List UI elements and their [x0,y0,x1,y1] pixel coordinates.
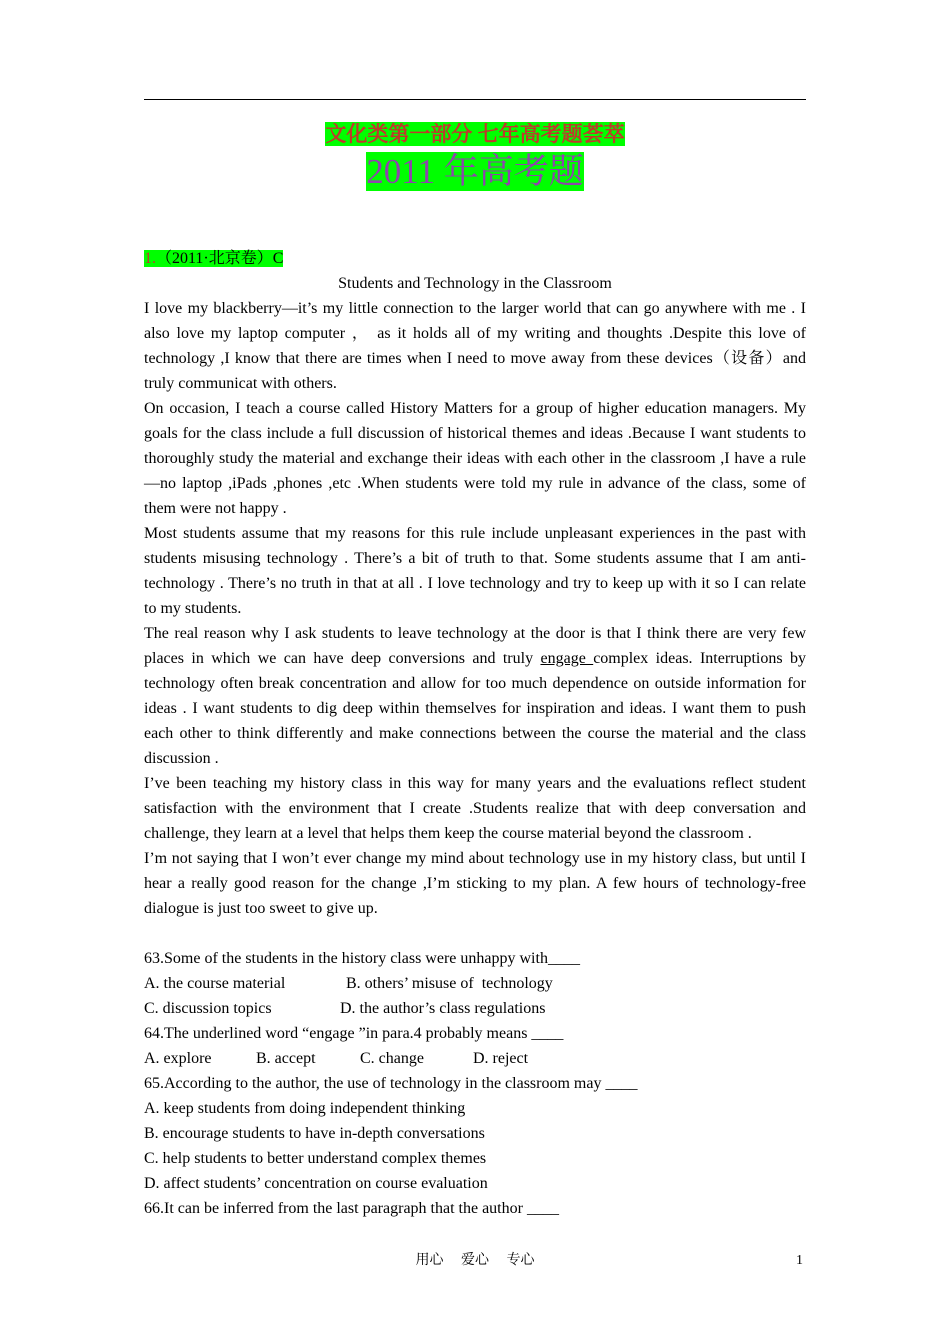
question-63: 63.Some of the students in the history class were unhappy with____ [144,950,580,967]
question-65: 65.According to the author, the use of technology in the classroom may ____ [144,1075,638,1092]
question-source-text: （2011·北京卷）C [156,250,284,267]
header-rule [144,99,806,100]
page-footer: 用心 爱心 专心 [415,1253,535,1268]
underlined-word: engage [540,650,594,667]
option-63-b: B. others’ misuse of technology [346,975,553,992]
question-63-options-row-1 [144,971,806,996]
option-63-d: D. the author’s class regulations [340,1000,546,1017]
main-content [144,246,806,1221]
passage-paragraph-2: On occasion, I teach a course called History Matters for a group of higher education managers. My goals for the class include a full discussion of historical themes and ideas .Because I want students to thoroughly study the material and exchange their ideas with each other in the classroom ,I have a rule —no laptop ,iPads ,phones ,etc .When students were told my rule in advance of the class, some of them were not happy . [144,400,806,517]
page-number: 1 [796,1253,803,1268]
option-64-d: D. reject [473,1050,529,1067]
question-63-options-row-2 [144,996,806,1021]
question-number: 1. [144,250,156,267]
option-63-a: A. the course material [144,975,286,992]
option-65-b: B. encourage students to have in-depth conversations [144,1125,485,1142]
question-64: 64.The underlined word “engage ”in para.4 probably means ____ [144,1025,564,1042]
document-title: 文化类第一部分 七年高考题荟萃 [325,122,625,146]
passage-paragraph-4: The real reason why I ask students to leave technology at the door is that I think there are very few places in which we can have deep conversions and truly engage complex ideas. Interruptions by technology often break concentration and allow for too much dependence on outside information for ideas . I want students to dig deep within themselves for inspiration and ideas. I want them to push each other to think differently and make connections between the course the material and the class discussion . [144,625,806,767]
passage-paragraph-1: I love my blackberry—it’s my little connection to the larger world that can go anywhere with me . I also love my laptop computer ， as it holds all of my writing and thoughts .Despite this love of technology ,I know that there are times when I need to move away from these devices（设备）and truly communicat with others. [144,300,806,392]
passage-paragraph-5: I’ve been teaching my history class in this way for many years and the evaluations reflect student satisfaction with the environment that I create .Students realize that with deep conversation and challenge, they learn at a level that helps them keep the course material beyond the classroom . [144,775,806,842]
passage-paragraph-3: Most students assume that my reasons for this rule include unpleasant experiences in the past with students misusing technology . There’s a bit of truth to that. Some students assume that I am anti-technology . There’s no truth in that at all . I love technology and try to keep up with it so I can relate to my students. [144,525,806,617]
option-65-c: C. help students to better understand complex themes [144,1150,487,1167]
option-65-a: A. keep students from doing independent thinking [144,1100,466,1117]
passage-paragraph-6: I’m not saying that I won’t ever change my mind about technology use in my history class, but until I hear a really good reason for the change ,I’m sticking to my plan. A few hours of technology-free dialogue is just too sweet to give up. [144,850,806,917]
option-64-a: A. explore [144,1050,212,1067]
option-64-c: C. change [360,1050,424,1067]
question-66: 66.It can be inferred from the last paragraph that the author ____ [144,1200,559,1217]
option-64-b: B. accept [256,1050,316,1067]
question-64-options [144,1046,806,1071]
option-63-c: C. discussion topics [144,1000,272,1017]
option-65-d: D. affect students’ concentration on course evaluation [144,1175,488,1192]
passage-title: Students and Technology in the Classroom [338,275,612,292]
question-source [144,246,806,271]
document-subtitle: 2011 年高考题 [366,152,584,191]
